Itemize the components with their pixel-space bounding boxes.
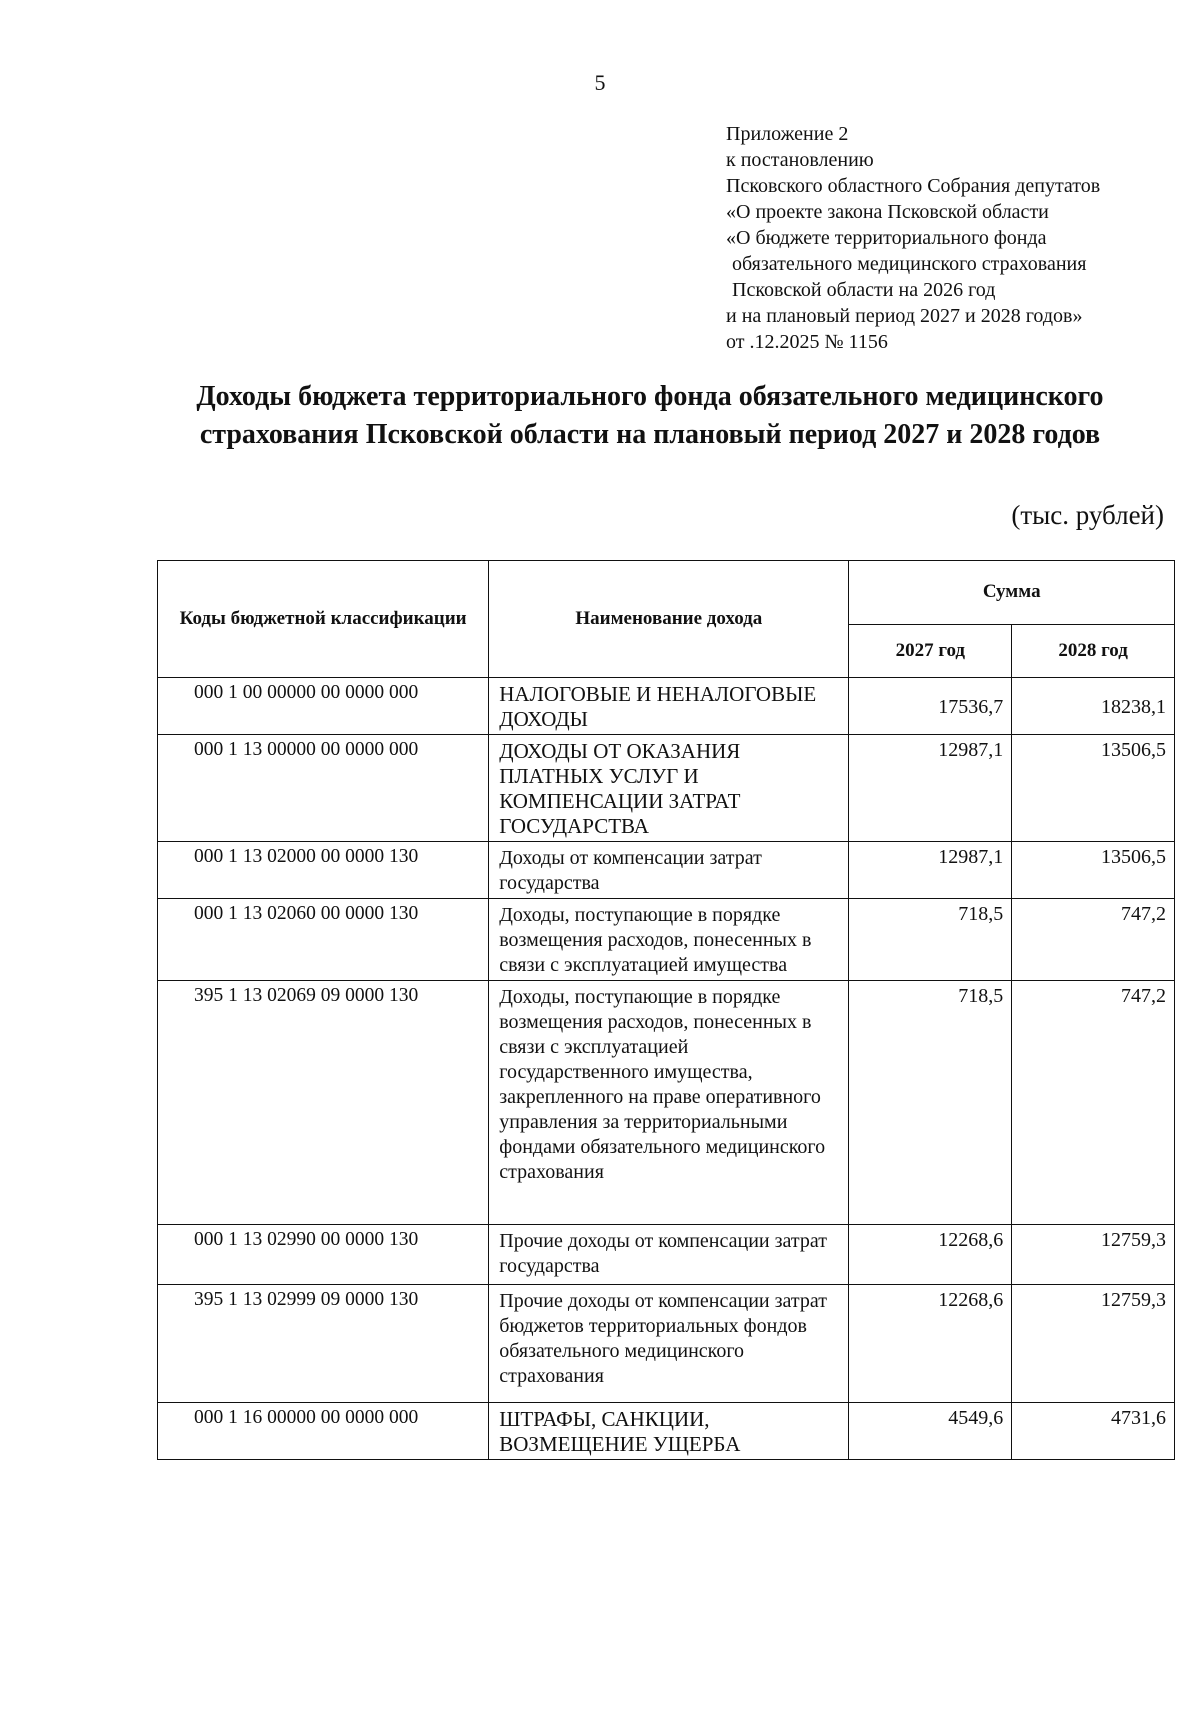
row-value-2028: 12759,3	[1012, 1285, 1175, 1403]
header-name: Наименование дохода	[489, 561, 849, 678]
income-table	[157, 560, 1175, 1460]
table-row	[158, 1225, 1175, 1285]
header-sum: Сумма	[849, 561, 1175, 625]
header-codes: Коды бюджетной классификации	[158, 561, 489, 678]
table-row	[158, 735, 1175, 842]
appendix-block	[726, 121, 1100, 355]
row-code: 395 1 13 02999 09 0000 130	[158, 1285, 489, 1403]
row-code: 395 1 13 02069 09 0000 130	[158, 981, 489, 1225]
appendix-line: Приложение 2	[726, 123, 849, 145]
row-name: Доходы, поступающие в порядке возмещения расходов, понесенных в связи с эксплуатацией имущества	[489, 899, 849, 981]
row-value-2028: 13506,5	[1012, 842, 1175, 899]
row-value-2027: 12987,1	[849, 842, 1012, 899]
appendix-line: обязательного медицинского страхования	[732, 253, 1087, 275]
row-value-2028: 4731,6	[1012, 1403, 1175, 1460]
row-code: 000 1 16 00000 00 0000 000	[158, 1403, 489, 1460]
row-name: Прочие доходы от компенсации затрат государства	[489, 1225, 849, 1285]
row-name: ШТРАФЫ, САНКЦИИ, ВОЗМЕЩЕНИЕ УЩЕРБА	[489, 1403, 849, 1460]
title-line-1: Доходы бюджета территориального фонда обязательного медицинского	[196, 381, 1104, 412]
row-value-2028: 13506,5	[1012, 735, 1175, 842]
table-row	[158, 842, 1175, 899]
row-value-2027: 4549,6	[849, 1403, 1012, 1460]
row-code: 000 1 00 00000 00 0000 000	[158, 678, 489, 735]
appendix-line: «О бюджете территориального фонда	[726, 227, 1047, 249]
row-value-2027: 17536,7	[849, 678, 1012, 735]
document-title	[150, 378, 1150, 454]
row-name: Прочие доходы от компенсации затрат бюджетов территориальных фондов обязательного медицинского страхования	[489, 1285, 849, 1403]
row-code: 000 1 13 02990 00 0000 130	[158, 1225, 489, 1285]
row-value-2027: 12268,6	[849, 1285, 1012, 1403]
appendix-line: Псковского областного Собрания депутатов	[726, 175, 1101, 197]
table-row	[158, 1403, 1175, 1460]
units-label: (тыс. рублей)	[1011, 500, 1164, 530]
row-name: Доходы, поступающие в порядке возмещения расходов, понесенных в связи с эксплуатацией государственного имущества, закрепленного на праве оперативного управления за территориальными фондами обязательного медицинского страхования	[489, 981, 849, 1225]
header-year-2028: 2028 год	[1012, 624, 1175, 677]
header-year-2027: 2027 год	[849, 624, 1012, 677]
row-code: 000 1 13 02060 00 0000 130	[158, 899, 489, 981]
table-row	[158, 678, 1175, 735]
appendix-line: и на плановый период 2027 и 2028 годов»	[726, 305, 1083, 327]
row-value-2027: 12987,1	[849, 735, 1012, 842]
row-value-2028: 18238,1	[1012, 678, 1175, 735]
row-name: НАЛОГОВЫЕ И НЕНАЛОГОВЫЕ ДОХОДЫ	[489, 678, 849, 735]
page-number: 5	[594, 70, 606, 95]
row-name: ДОХОДЫ ОТ ОКАЗАНИЯ ПЛАТНЫХ УСЛУГ И КОМПЕНСАЦИИ ЗАТРАТ ГОСУДАРСТВА	[489, 735, 849, 842]
row-value-2027: 718,5	[849, 899, 1012, 981]
row-value-2028: 747,2	[1012, 981, 1175, 1225]
table-row	[158, 981, 1175, 1225]
table-row	[158, 1285, 1175, 1403]
appendix-line: «О проекте закона Псковской области	[726, 201, 1049, 223]
row-name: Доходы от компенсации затрат государства	[489, 842, 849, 899]
appendix-line: к постановлению	[726, 149, 874, 171]
appendix-line: от .12.2025 № 1156	[726, 331, 888, 353]
table-row	[158, 899, 1175, 981]
row-value-2027: 718,5	[849, 981, 1012, 1225]
row-value-2027: 12268,6	[849, 1225, 1012, 1285]
row-code: 000 1 13 02000 00 0000 130	[158, 842, 489, 899]
appendix-line: Псковской области на 2026 год	[732, 279, 996, 301]
row-value-2028: 12759,3	[1012, 1225, 1175, 1285]
row-code: 000 1 13 00000 00 0000 000	[158, 735, 489, 842]
title-line-2: страхования Псковской области на плановый период 2027 и 2028 годов	[199, 419, 1101, 450]
row-value-2028: 747,2	[1012, 899, 1175, 981]
